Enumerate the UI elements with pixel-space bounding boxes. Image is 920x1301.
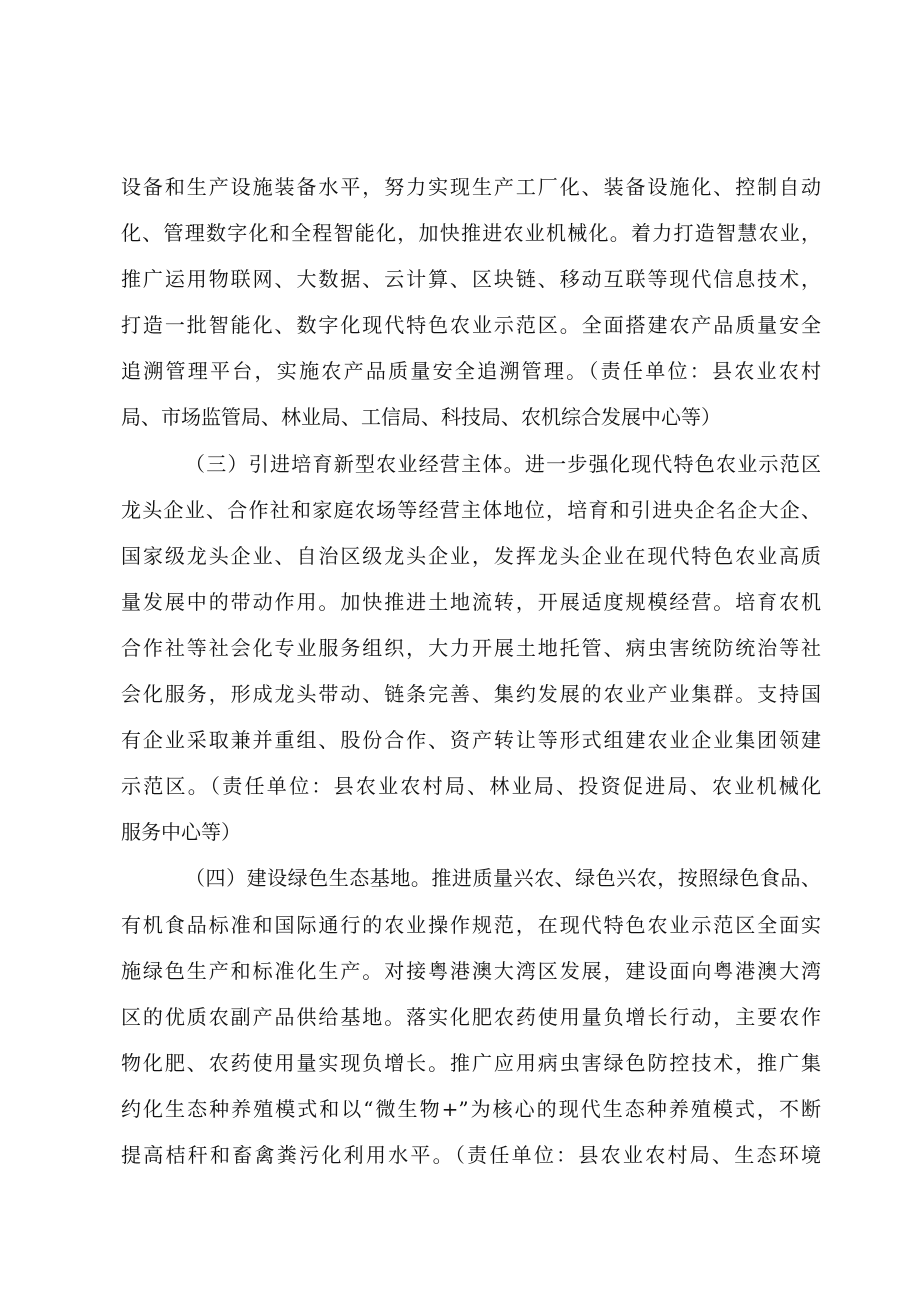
text-line: 打造一批智能化、数字化现代特色农业示范区。全面搭建农产品质量安全: [121, 313, 821, 338]
text-line: 量发展中的带动作用。加快推进土地流转，开展适度规模经营。培育农机: [121, 589, 821, 614]
text-line: 约化生态种养殖模式和以“微生物+”为核心的现代生态种养殖模式，不断: [121, 1096, 821, 1121]
text-line: 区的优质农副产品供给基地。落实化肥农药使用量负增长行动，主要农作: [121, 1004, 821, 1029]
text-line: 推广运用物联网、大数据、云计算、区块链、移动互联等现代信息技术，: [121, 267, 821, 292]
text-line: 示范区。（责任单位：县农业农村局、林业局、投资促进局、农业机械化: [121, 774, 821, 799]
text-line: 有企业采取兼并重组、股份合作、资产转让等形式组建农业企业集团领建: [121, 728, 821, 753]
text-line: 国家级龙头企业、自治区级龙头企业，发挥龙头企业在现代特色农业高质: [121, 543, 821, 568]
text-line: 物化肥、农药使用量实现负增长。推广应用病虫害绿色防控技术，推广集: [121, 1050, 821, 1075]
text-line: 追溯管理平台，实施农产品质量安全追溯管理。（责任单位：县农业农村: [121, 359, 821, 384]
text-line: 提高桔秆和畜禽粪污化利用水平。（责任单位：县农业农村局、生态环境: [121, 1142, 821, 1167]
text-line: 服务中心等）: [121, 820, 241, 845]
text-line: 有机食品标准和国际通行的农业操作规范，在现代特色农业示范区全面实: [121, 912, 821, 937]
text-line: 合作社等社会化专业服务组织，大力开展土地托管、病虫害统防统治等社: [121, 635, 821, 660]
text-line: 化、管理数字化和全程智能化，加快推进农业机械化。着力打造智慧农业，: [121, 221, 821, 246]
section-heading-line: （三）引进培育新型农业经营主体。进一步强化现代特色农业示范区: [185, 451, 821, 476]
text-line: 会化服务，形成龙头带动、链条完善、集约发展的农业产业集群。支持国: [121, 682, 821, 707]
text-line: 龙头企业、合作社和家庭农场等经营主体地位，培育和引进央企名企大企、: [121, 497, 821, 522]
text-line: 施绿色生产和标准化生产。对接粤港澳大湾区发展，建设面向粤港澳大湾: [121, 958, 821, 983]
text-line: 局、市场监管局、林业局、工信局、科技局、农机综合发展中心等）: [121, 405, 721, 430]
section-heading-line: （四）建设绿色生态基地。推进质量兴农、绿色兴农，按照绿色食品、: [185, 866, 821, 891]
document-body: [121, 164, 821, 1178]
text-line: 设备和生产设施装备水平，努力实现生产工厂化、装备设施化、控制自动: [121, 175, 821, 199]
